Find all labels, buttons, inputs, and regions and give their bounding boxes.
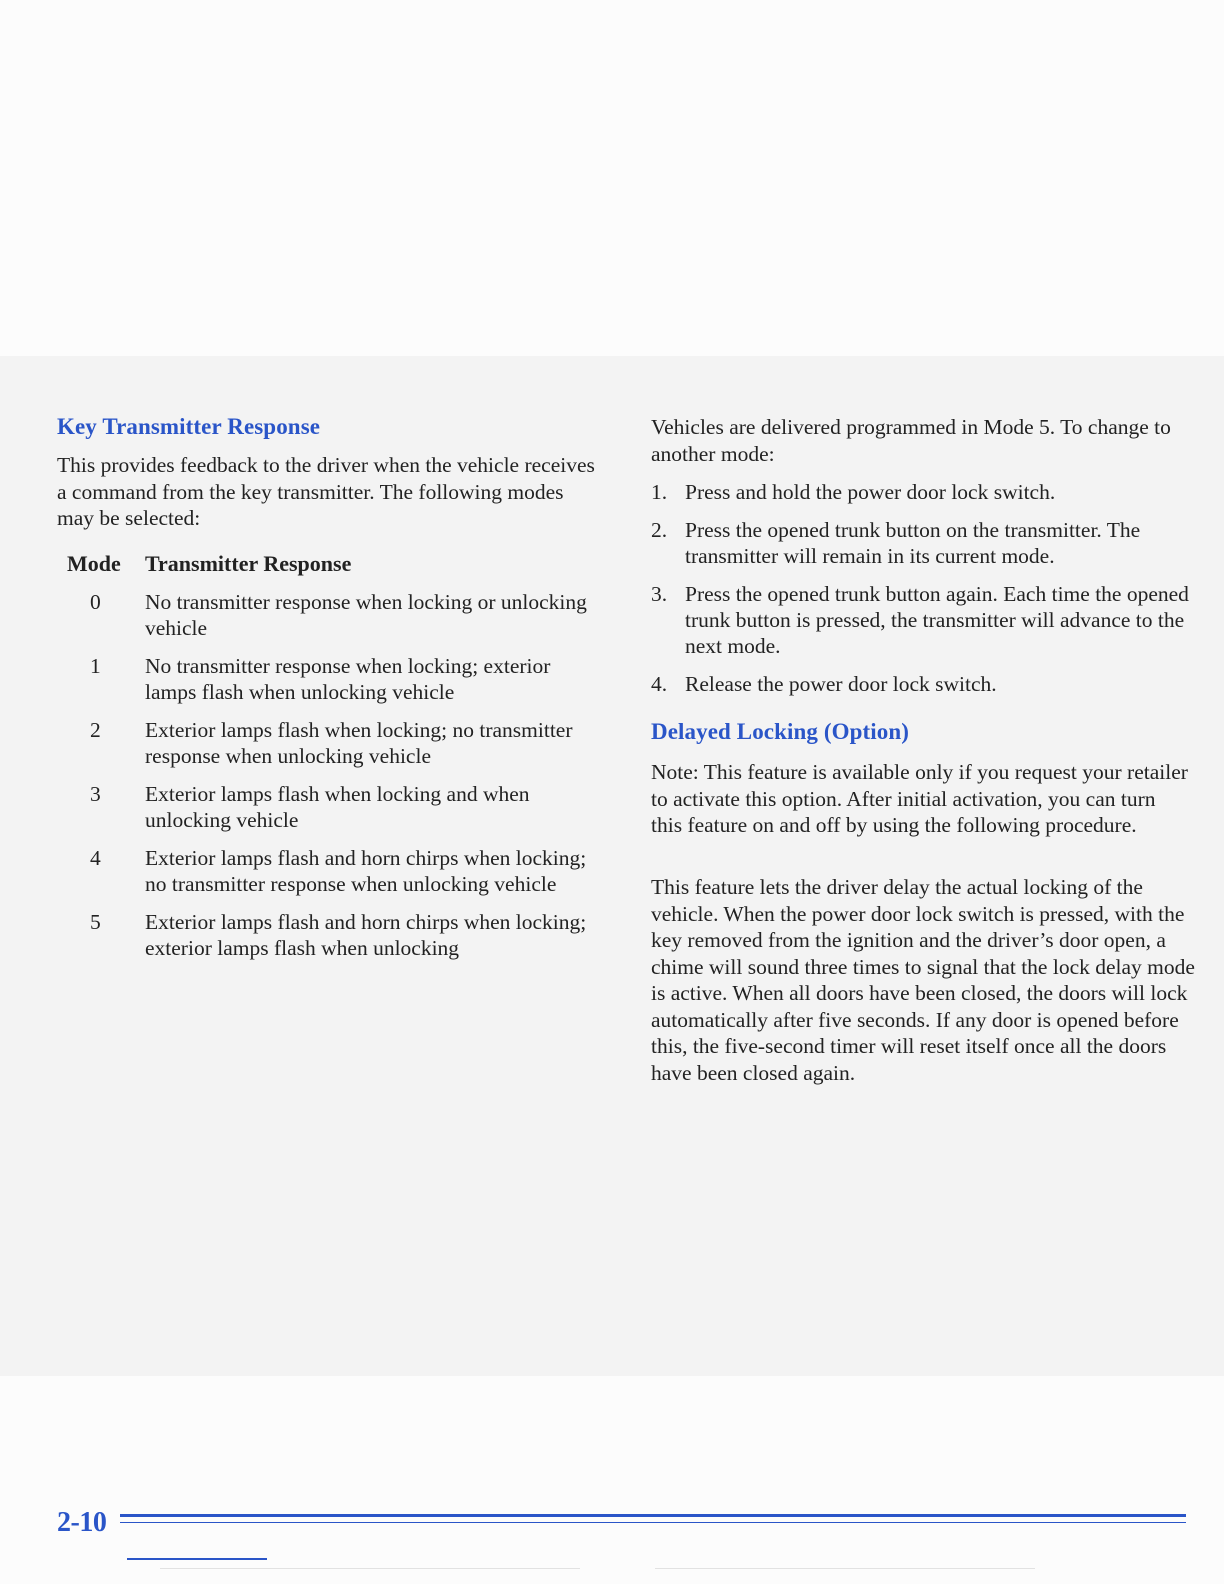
mode-description: Exterior lamps flash and horn chirps when locking; no transmitter response when unlocking vehicle — [145, 846, 587, 896]
mode-row — [67, 589, 597, 641]
step-number: 4. — [651, 672, 668, 696]
step-text: Press and hold the power door lock switch. — [685, 480, 1056, 504]
mode-number: 3 — [90, 782, 101, 806]
page-panel — [0, 356, 1224, 1538]
mode-number: 5 — [90, 910, 101, 934]
mode-description: Exterior lamps flash when locking; no transmitter response when unlocking vehicle — [145, 718, 573, 768]
mode-table — [67, 550, 597, 973]
footer-rule — [120, 1514, 1186, 1517]
mode-number: 0 — [90, 590, 101, 614]
bottom-link-underline — [127, 1558, 267, 1560]
key-transmitter-intro: This provides feedback to the driver when the vehicle receives a command from the key transmitter. The following modes may be selected: — [57, 453, 595, 530]
mode-description: No transmitter response when locking; exterior lamps flash when unlocking vehicle — [145, 654, 551, 704]
delayed-locking-heading: Delayed Locking (Option) — [651, 719, 909, 744]
faint-divider-right — [655, 1568, 1035, 1569]
mode-row — [67, 717, 597, 769]
step-text: Release the power door lock switch. — [685, 672, 997, 696]
mode-number: 2 — [90, 718, 101, 742]
mode-row — [67, 781, 597, 833]
mode-row — [67, 909, 597, 961]
step-text: Press the opened trunk button again. Each time the opened trunk button is pressed, the transmitter will advance to the next mode. — [685, 582, 1189, 658]
mode-column-header: Mode — [67, 551, 121, 576]
mode-number: 1 — [90, 654, 101, 678]
mode-row — [67, 845, 597, 897]
step-item — [651, 581, 1206, 659]
mode-row — [67, 653, 597, 705]
faint-divider-left — [160, 1568, 580, 1569]
step-text: Press the opened trunk button on the transmitter. The transmitter will remain in its current mode. — [685, 518, 1141, 568]
page-number: 2-10 — [57, 1507, 107, 1538]
mode-table-header — [67, 550, 597, 578]
mode-change-steps — [651, 479, 1206, 709]
step-number: 1. — [651, 480, 668, 504]
mode-description: Exterior lamps flash when locking and when unlocking vehicle — [145, 782, 530, 832]
step-item — [651, 517, 1206, 569]
step-number: 3. — [651, 582, 668, 606]
mode-number: 4 — [90, 846, 101, 870]
step-item — [651, 671, 1206, 697]
mode-description: Exterior lamps flash and horn chirps when locking; exterior lamps flash when unlocking — [145, 910, 587, 960]
key-transmitter-response-heading: Key Transmitter Response — [57, 414, 321, 439]
mode-description: No transmitter response when locking or unlocking vehicle — [145, 590, 587, 640]
footer-rule-thin — [120, 1522, 1186, 1523]
step-number: 2. — [651, 518, 668, 542]
response-column-header: Transmitter Response — [145, 551, 352, 576]
delayed-locking-note: Note: This feature is available only if you request your retailer to activate this option. After initial activation, you can turn this feature on and off by using the following procedure. — [651, 760, 1188, 837]
mode-change-intro: Vehicles are delivered programmed in Mode 5. To change to another mode: — [651, 415, 1171, 466]
step-item — [651, 479, 1206, 505]
delayed-locking-description: This feature lets the driver delay the actual locking of the vehicle. When the power door lock switch is pressed, with the key removed from the ignition and the driver’s door open, a chime will sound three times to signal that the lock delay mode is active. When all doors have been closed, the doors will lock automatically after five seconds. If any door is opened before this, the five-second timer will reset itself once all the doors have been closed again. — [651, 875, 1195, 1085]
